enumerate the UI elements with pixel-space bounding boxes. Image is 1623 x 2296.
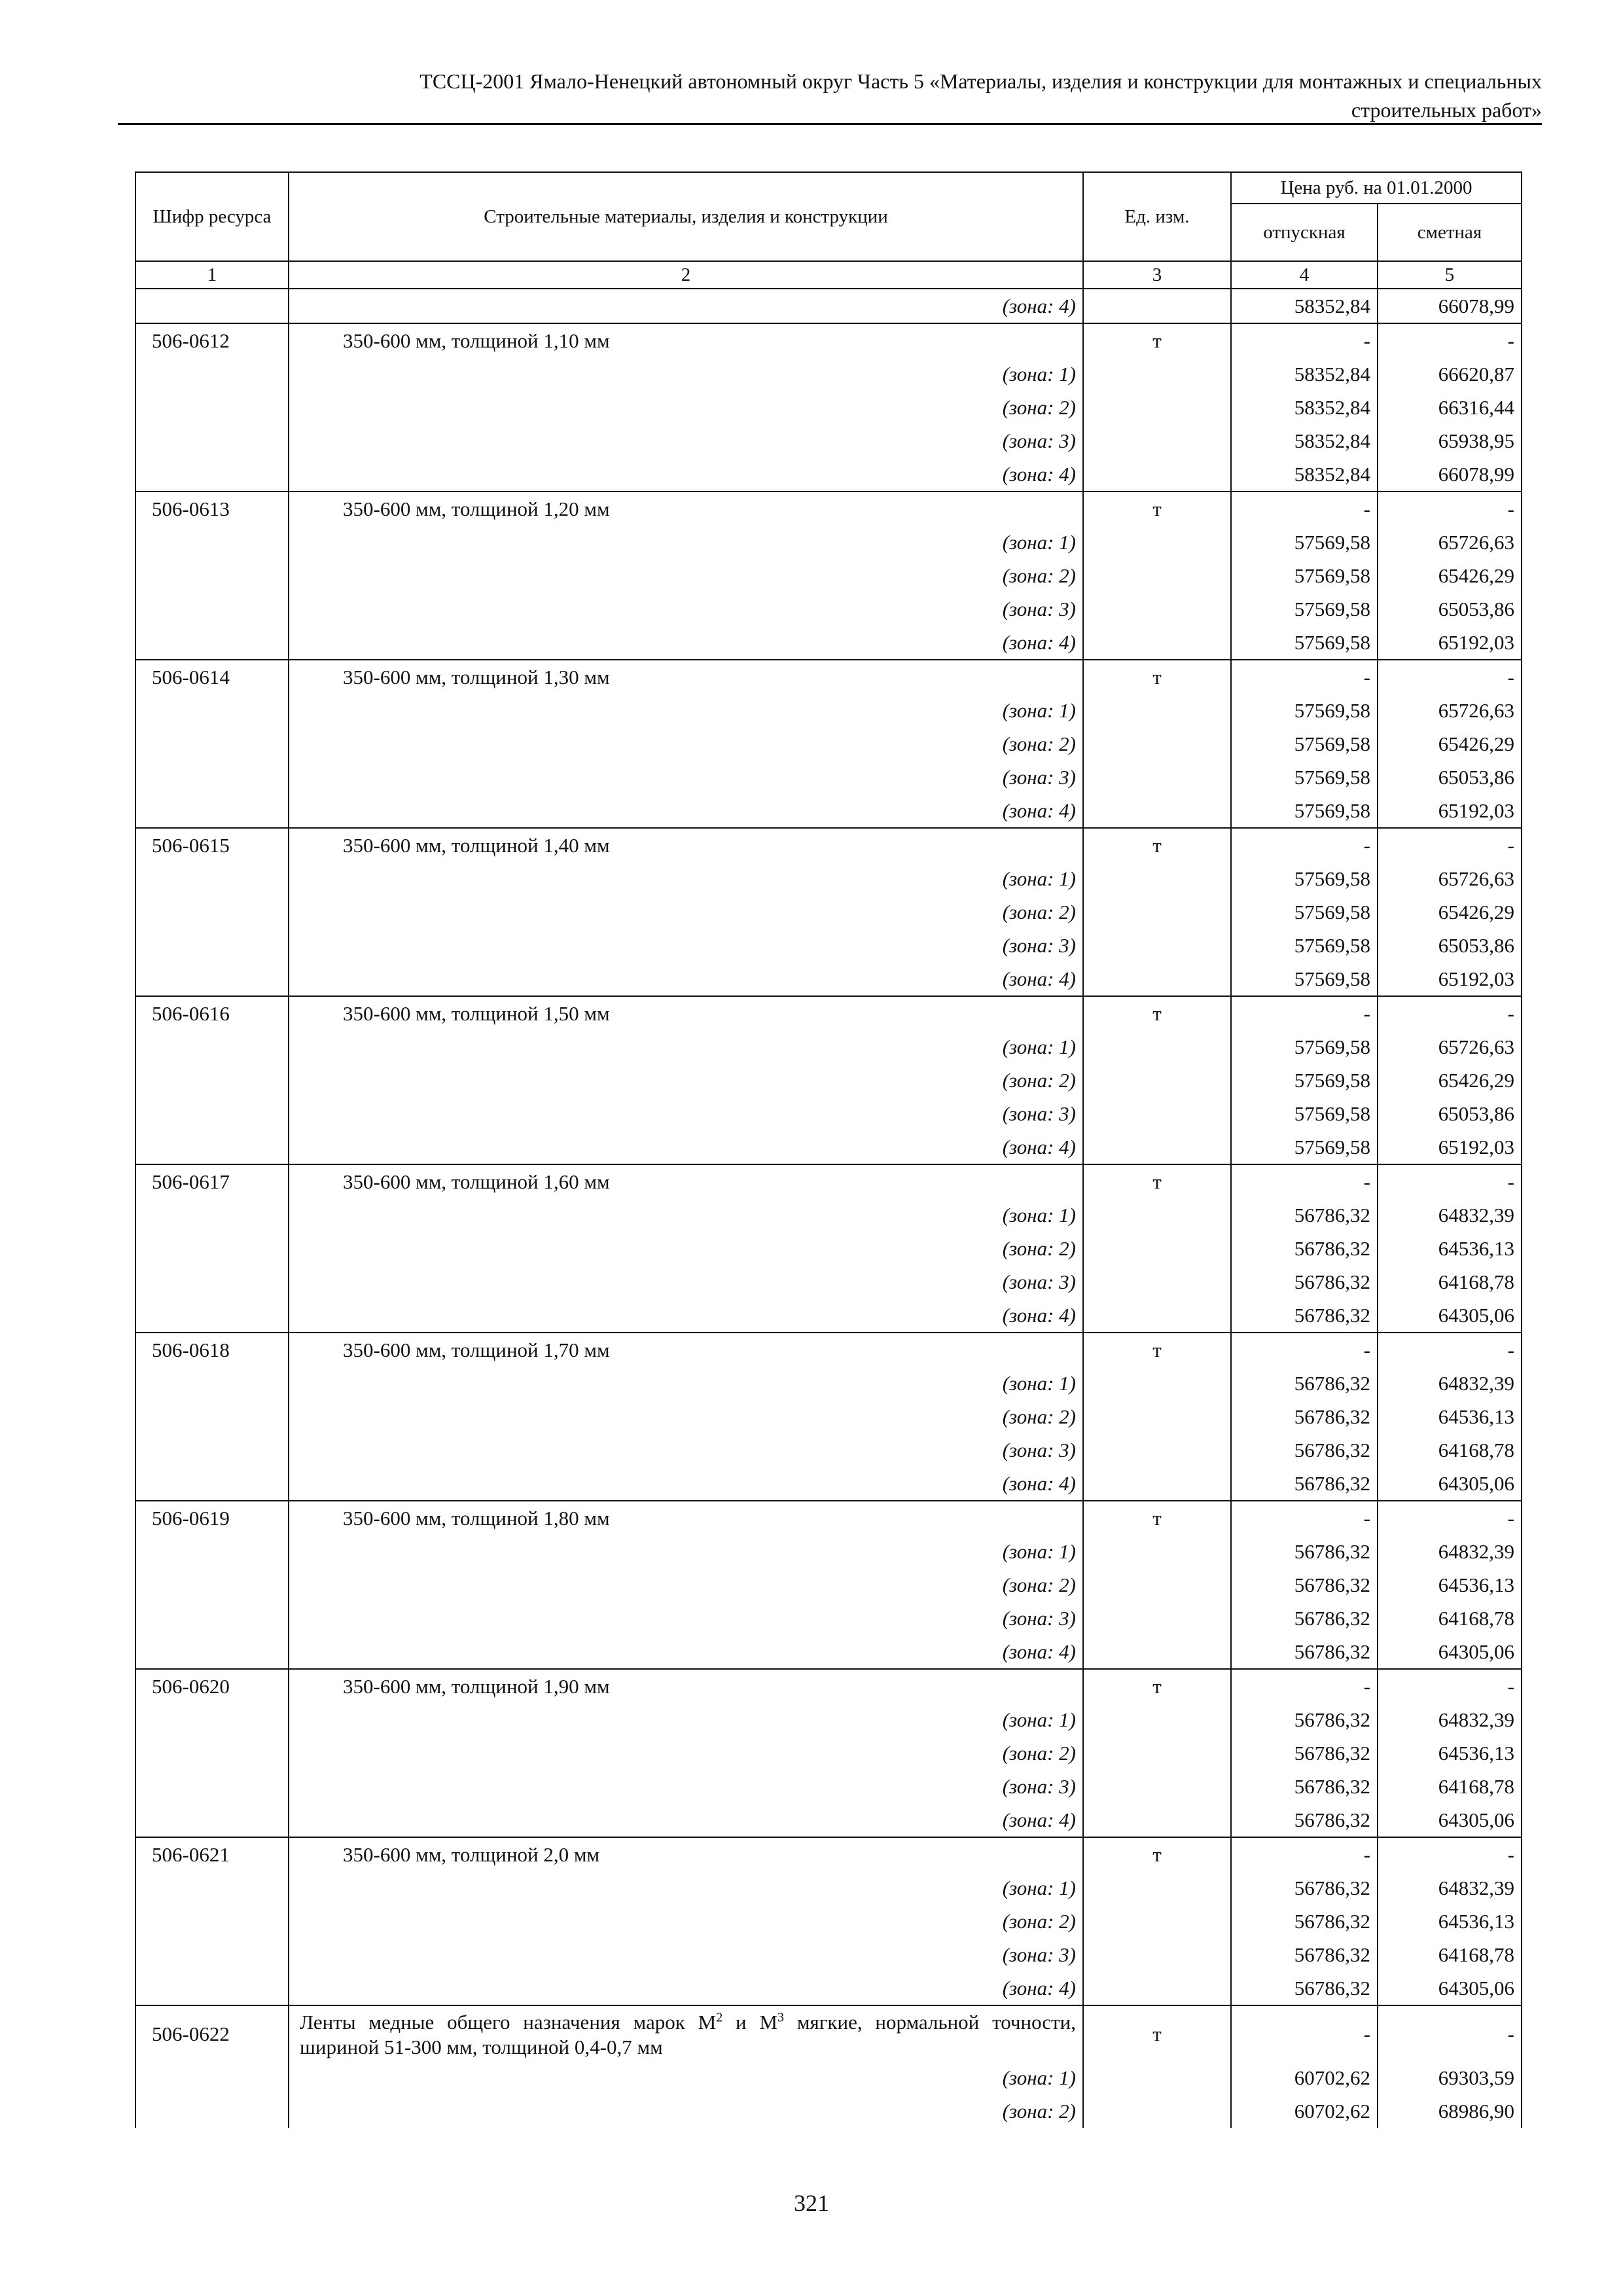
zone-row — [135, 1568, 1522, 1602]
estimate-price: 68986,90 — [1378, 2094, 1522, 2128]
zone-label: (зона: 4) — [289, 457, 1083, 492]
estimate-price: 66620,87 — [1378, 357, 1522, 391]
zone-row — [135, 626, 1522, 660]
release-price: 56786,32 — [1231, 1367, 1378, 1400]
zone-label: (зона: 3) — [289, 1770, 1083, 1803]
release-price: 56786,32 — [1231, 1568, 1378, 1602]
column-number: 2 — [289, 261, 1083, 289]
zone-label: (зона: 1) — [289, 694, 1083, 727]
header-line-2: строительных работ» — [1351, 98, 1542, 122]
resource-code: 506-0612 — [135, 323, 289, 357]
zone-label: (зона: 1) — [289, 357, 1083, 391]
column-number-row — [135, 261, 1522, 289]
estimate-price: 64536,13 — [1378, 1232, 1522, 1265]
release-price: 56786,32 — [1231, 1803, 1378, 1837]
estimate-price: 65426,29 — [1378, 559, 1522, 592]
resource-name: 350-600 мм, толщиной 1,10 мм — [289, 323, 1083, 357]
resource-code: 506-0615 — [135, 828, 289, 862]
zone-row — [135, 559, 1522, 592]
zone-label: (зона: 2) — [289, 2094, 1083, 2128]
zone-label: (зона: 3) — [289, 1433, 1083, 1467]
release-price: 60702,62 — [1231, 2061, 1378, 2094]
resource-group — [135, 492, 1522, 660]
zone-row — [135, 1971, 1522, 2005]
release-price: - — [1231, 1333, 1378, 1367]
zone-row — [135, 1770, 1522, 1803]
resource-code: 506-0621 — [135, 1837, 289, 1871]
price-table — [135, 171, 1522, 2128]
estimate-price: 64536,13 — [1378, 1905, 1522, 1938]
estimate-price: 65426,29 — [1378, 895, 1522, 929]
resource-name: 350-600 мм, толщиной 1,90 мм — [289, 1669, 1083, 1703]
continuation-group — [135, 289, 1522, 323]
zone-row — [135, 1299, 1522, 1333]
release-price: 56786,32 — [1231, 1938, 1378, 1971]
release-price: 56786,32 — [1231, 1232, 1378, 1265]
release-price: 56786,32 — [1231, 1265, 1378, 1299]
zone-label: (зона: 1) — [289, 2061, 1083, 2094]
zone-label: (зона: 3) — [289, 1097, 1083, 1130]
zone-label: (зона: 1) — [289, 1535, 1083, 1568]
release-price: 57569,58 — [1231, 727, 1378, 761]
zone-label: (зона: 4) — [289, 1299, 1083, 1333]
estimate-price: 64168,78 — [1378, 1265, 1522, 1299]
estimate-price: 65192,03 — [1378, 626, 1522, 660]
zone-row — [135, 1367, 1522, 1400]
zone-row — [135, 727, 1522, 761]
estimate-price: - — [1378, 660, 1522, 694]
estimate-price: 64305,06 — [1378, 1299, 1522, 1333]
resource-code: 506-0619 — [135, 1501, 289, 1535]
zone-row — [135, 526, 1522, 559]
estimate-price: 65726,63 — [1378, 1030, 1522, 1064]
header-rule — [118, 123, 1542, 125]
zone-label: (зона: 1) — [289, 1871, 1083, 1905]
zone-label: (зона: 4) — [289, 1130, 1083, 1164]
resource-row — [135, 660, 1522, 694]
column-number: 3 — [1083, 261, 1231, 289]
zone-label: (зона: 3) — [289, 1602, 1083, 1635]
zone-row — [135, 1097, 1522, 1130]
resource-row — [135, 1837, 1522, 1871]
release-price: 57569,58 — [1231, 794, 1378, 828]
release-price: 56786,32 — [1231, 1433, 1378, 1467]
zone-label: (зона: 1) — [289, 1367, 1083, 1400]
resource-row — [135, 996, 1522, 1030]
resource-code: 506-0620 — [135, 1669, 289, 1703]
estimate-price: 64168,78 — [1378, 1770, 1522, 1803]
resource-code: 506-0622 — [135, 2005, 289, 2061]
page-number: 321 — [794, 2190, 829, 2216]
release-price: - — [1231, 828, 1378, 862]
release-price: - — [1231, 323, 1378, 357]
zone-label: (зона: 2) — [289, 1232, 1083, 1265]
estimate-price: 66078,99 — [1378, 457, 1522, 492]
zone-row — [135, 1905, 1522, 1938]
zone-label: (зона: 4) — [289, 1635, 1083, 1669]
release-price: 57569,58 — [1231, 962, 1378, 996]
estimate-price: - — [1378, 1837, 1522, 1871]
estimate-price: 65053,86 — [1378, 592, 1522, 626]
zone-row — [135, 1635, 1522, 1669]
estimate-price: 64536,13 — [1378, 1736, 1522, 1770]
resource-group — [135, 828, 1522, 996]
release-price: 57569,58 — [1231, 1097, 1378, 1130]
estimate-price: 64305,06 — [1378, 1467, 1522, 1501]
estimate-price: 64305,06 — [1378, 1803, 1522, 1837]
estimate-price: 65192,03 — [1378, 962, 1522, 996]
zone-row — [135, 1467, 1522, 1501]
estimate-price: - — [1378, 1333, 1522, 1367]
resource-group-last — [135, 2005, 1522, 2128]
unit: т — [1083, 2005, 1231, 2061]
estimate-price: 64832,39 — [1378, 1198, 1522, 1232]
release-price: 56786,32 — [1231, 1736, 1378, 1770]
zone-row — [135, 1198, 1522, 1232]
resource-code: 506-0618 — [135, 1333, 289, 1367]
zone-row — [135, 2094, 1522, 2128]
estimate-price: 65053,86 — [1378, 929, 1522, 962]
zone-label: (зона: 2) — [289, 1736, 1083, 1770]
resource-name: 350-600 мм, толщиной 1,40 мм — [289, 828, 1083, 862]
zone-label: (зона: 4) — [289, 962, 1083, 996]
column-number: 1 — [135, 261, 289, 289]
estimate-price: 65192,03 — [1378, 794, 1522, 828]
estimate-price: 64536,13 — [1378, 1568, 1522, 1602]
estimate-price: 65426,29 — [1378, 1064, 1522, 1097]
estimate-price: 64305,06 — [1378, 1635, 1522, 1669]
estimate-price: 65726,63 — [1378, 526, 1522, 559]
estimate-price: 64168,78 — [1378, 1938, 1522, 1971]
release-price: 57569,58 — [1231, 694, 1378, 727]
release-price: - — [1231, 1501, 1378, 1535]
release-price: 57569,58 — [1231, 526, 1378, 559]
estimate-price: - — [1378, 492, 1522, 526]
zone-label: (зона: 2) — [289, 1568, 1083, 1602]
zone-label: (зона: 3) — [289, 1265, 1083, 1299]
resource-name: 350-600 мм, толщиной 1,50 мм — [289, 996, 1083, 1030]
estimate-price: 65192,03 — [1378, 1130, 1522, 1164]
estimate-price: - — [1378, 323, 1522, 357]
release-price: 56786,32 — [1231, 1198, 1378, 1232]
release-price: 57569,58 — [1231, 1030, 1378, 1064]
release-price: 56786,32 — [1231, 1635, 1378, 1669]
release-price: - — [1231, 1669, 1378, 1703]
zone-row — [135, 1232, 1522, 1265]
zone-label: (зона: 3) — [289, 929, 1083, 962]
resource-group — [135, 323, 1522, 492]
estimate-price: 65426,29 — [1378, 727, 1522, 761]
unit: т — [1083, 1837, 1231, 1871]
zone-row — [135, 289, 1522, 323]
resource-row — [135, 1164, 1522, 1198]
release-price: 56786,32 — [1231, 1905, 1378, 1938]
column-header-release: отпускная — [1231, 204, 1378, 261]
unit: т — [1083, 996, 1231, 1030]
resource-row — [135, 492, 1522, 526]
release-price: 57569,58 — [1231, 1064, 1378, 1097]
release-price: 56786,32 — [1231, 1703, 1378, 1736]
unit: т — [1083, 323, 1231, 357]
resource-name: 350-600 мм, толщиной 1,20 мм — [289, 492, 1083, 526]
resource-name: 350-600 мм, толщиной 1,30 мм — [289, 660, 1083, 694]
estimate-price: 64832,39 — [1378, 1703, 1522, 1736]
unit: т — [1083, 660, 1231, 694]
unit: т — [1083, 828, 1231, 862]
resource-row — [135, 1669, 1522, 1703]
zone-label: (зона: 2) — [289, 1064, 1083, 1097]
release-price: 58352,84 — [1231, 424, 1378, 457]
zone-label: (зона: 2) — [289, 1905, 1083, 1938]
estimate-price: - — [1378, 1164, 1522, 1198]
zone-row — [135, 895, 1522, 929]
release-price: 56786,32 — [1231, 1299, 1378, 1333]
zone-label: (зона: 1) — [289, 862, 1083, 895]
resource-row — [135, 1501, 1522, 1535]
estimate-price: 65726,63 — [1378, 862, 1522, 895]
release-price: 56786,32 — [1231, 1467, 1378, 1501]
release-price: 58352,84 — [1231, 357, 1378, 391]
unit: т — [1083, 1669, 1231, 1703]
resource-group — [135, 660, 1522, 828]
zone-label: (зона: 2) — [289, 895, 1083, 929]
zone-row — [135, 1400, 1522, 1433]
zone-label: (зона: 4) — [289, 794, 1083, 828]
estimate-price: 64832,39 — [1378, 1535, 1522, 1568]
resource-group — [135, 1501, 1522, 1669]
column-number: 4 — [1231, 261, 1378, 289]
resource-name: 350-600 мм, толщиной 2,0 мм — [289, 1837, 1083, 1871]
release-price: 57569,58 — [1231, 592, 1378, 626]
unit: т — [1083, 1333, 1231, 1367]
zone-row — [135, 862, 1522, 895]
resource-group — [135, 1669, 1522, 1837]
resource-name: 350-600 мм, толщиной 1,70 мм — [289, 1333, 1083, 1367]
zone-label: (зона: 2) — [289, 559, 1083, 592]
release-price: 56786,32 — [1231, 1770, 1378, 1803]
estimate-price: 65053,86 — [1378, 761, 1522, 794]
zone-label: (зона: 1) — [289, 1198, 1083, 1232]
release-price: 57569,58 — [1231, 895, 1378, 929]
release-price: - — [1231, 660, 1378, 694]
release-price: 57569,58 — [1231, 761, 1378, 794]
zone-row — [135, 1130, 1522, 1164]
estimate-price: 64536,13 — [1378, 1400, 1522, 1433]
zone-label: (зона: 3) — [289, 592, 1083, 626]
release-price: 58352,84 — [1231, 391, 1378, 424]
resource-group — [135, 1837, 1522, 2005]
estimate-price: 64305,06 — [1378, 1971, 1522, 2005]
release-price: - — [1231, 1164, 1378, 1198]
resource-code: 506-0617 — [135, 1164, 289, 1198]
unit: т — [1083, 1501, 1231, 1535]
resource-name: 350-600 мм, толщиной 1,60 мм — [289, 1164, 1083, 1198]
estimate-price: - — [1378, 828, 1522, 862]
estimate-price: 66316,44 — [1378, 391, 1522, 424]
release-price: 57569,58 — [1231, 626, 1378, 660]
release-price: 58352,84 — [1231, 289, 1378, 323]
zone-row — [135, 1938, 1522, 1971]
column-header-name: Строительные материалы, изделия и конструкции — [289, 172, 1083, 261]
resource-group — [135, 1333, 1522, 1501]
estimate-price: 66078,99 — [1378, 289, 1522, 323]
estimate-price: 64832,39 — [1378, 1871, 1522, 1905]
zone-label: (зона: 3) — [289, 1938, 1083, 1971]
release-price: - — [1231, 1837, 1378, 1871]
release-price: 56786,32 — [1231, 1602, 1378, 1635]
header-line-1: ТССЦ-2001 Ямало-Ненецкий автономный округ Часть 5 «Материалы, изделия и конструкции для монтажных и специальных — [419, 69, 1542, 93]
zone-row — [135, 962, 1522, 996]
zone-label: (зона: 2) — [289, 391, 1083, 424]
column-header-estimate: сметная — [1378, 204, 1522, 261]
document-header — [118, 67, 1542, 124]
zone-row — [135, 391, 1522, 424]
zone-label: (зона: 4) — [289, 289, 1083, 323]
zone-label: (зона: 3) — [289, 424, 1083, 457]
estimate-price: - — [1378, 2005, 1522, 2061]
resource-row — [135, 828, 1522, 862]
estimate-price: - — [1378, 1501, 1522, 1535]
zone-row — [135, 424, 1522, 457]
release-price: - — [1231, 996, 1378, 1030]
release-price: - — [1231, 492, 1378, 526]
zone-label: (зона: 1) — [289, 1703, 1083, 1736]
release-price: 57569,58 — [1231, 862, 1378, 895]
estimate-price: 64168,78 — [1378, 1602, 1522, 1635]
zone-row — [135, 1433, 1522, 1467]
release-price: - — [1231, 2005, 1378, 2061]
resource-row — [135, 1333, 1522, 1367]
release-price: 56786,32 — [1231, 1971, 1378, 2005]
zone-label: (зона: 4) — [289, 1971, 1083, 2005]
zone-row — [135, 761, 1522, 794]
release-price: 56786,32 — [1231, 1535, 1378, 1568]
resource-name: Ленты медные общего назначения марок $М^2$ и $М^3$ мягкие, нормальной точности, шириной 51-300 мм, толщиной 0,4-0,7 мм — [289, 2005, 1083, 2061]
zone-row — [135, 1736, 1522, 1770]
zone-row — [135, 357, 1522, 391]
release-price: 58352,84 — [1231, 457, 1378, 492]
column-header-price: Цена руб. на 01.01.2000 — [1231, 172, 1522, 204]
zone-row — [135, 457, 1522, 492]
resource-group — [135, 996, 1522, 1164]
resource-name: 350-600 мм, толщиной 1,80 мм — [289, 1501, 1083, 1535]
zone-row — [135, 1265, 1522, 1299]
release-price: 56786,32 — [1231, 1400, 1378, 1433]
zone-row — [135, 1803, 1522, 1837]
zone-label: (зона: 4) — [289, 1803, 1083, 1837]
column-number: 5 — [1378, 261, 1522, 289]
zone-row — [135, 1602, 1522, 1635]
resource-group — [135, 1164, 1522, 1333]
zone-label: (зона: 4) — [289, 626, 1083, 660]
estimate-price: - — [1378, 1669, 1522, 1703]
release-price: 57569,58 — [1231, 929, 1378, 962]
zone-row — [135, 2061, 1522, 2094]
estimate-price: 65053,86 — [1378, 1097, 1522, 1130]
zone-row — [135, 1871, 1522, 1905]
resource-code: 506-0614 — [135, 660, 289, 694]
resource-code: 506-0613 — [135, 492, 289, 526]
zone-label: (зона: 1) — [289, 526, 1083, 559]
zone-label: (зона: 3) — [289, 761, 1083, 794]
zone-row — [135, 794, 1522, 828]
zone-label: (зона: 2) — [289, 1400, 1083, 1433]
estimate-price: 69303,59 — [1378, 2061, 1522, 2094]
release-price: 56786,32 — [1231, 1871, 1378, 1905]
zone-row — [135, 1030, 1522, 1064]
unit: т — [1083, 1164, 1231, 1198]
zone-row — [135, 694, 1522, 727]
resource-row — [135, 2005, 1522, 2061]
zone-row — [135, 1064, 1522, 1097]
estimate-price: - — [1378, 996, 1522, 1030]
column-header-code: Шифр ресурса — [135, 172, 289, 261]
resource-row — [135, 323, 1522, 357]
zone-label: (зона: 2) — [289, 727, 1083, 761]
zone-label: (зона: 1) — [289, 1030, 1083, 1064]
zone-row — [135, 1535, 1522, 1568]
release-price: 57569,58 — [1231, 559, 1378, 592]
estimate-price: 65726,63 — [1378, 694, 1522, 727]
zone-row — [135, 1703, 1522, 1736]
estimate-price: 64832,39 — [1378, 1367, 1522, 1400]
zone-row — [135, 929, 1522, 962]
estimate-price: 65938,95 — [1378, 424, 1522, 457]
zone-row — [135, 592, 1522, 626]
zone-label: (зона: 4) — [289, 1467, 1083, 1501]
unit: т — [1083, 492, 1231, 526]
resource-code: 506-0616 — [135, 996, 289, 1030]
column-header-unit: Ед. изм. — [1083, 172, 1231, 261]
release-price: 57569,58 — [1231, 1130, 1378, 1164]
release-price: 60702,62 — [1231, 2094, 1378, 2128]
estimate-price: 64168,78 — [1378, 1433, 1522, 1467]
